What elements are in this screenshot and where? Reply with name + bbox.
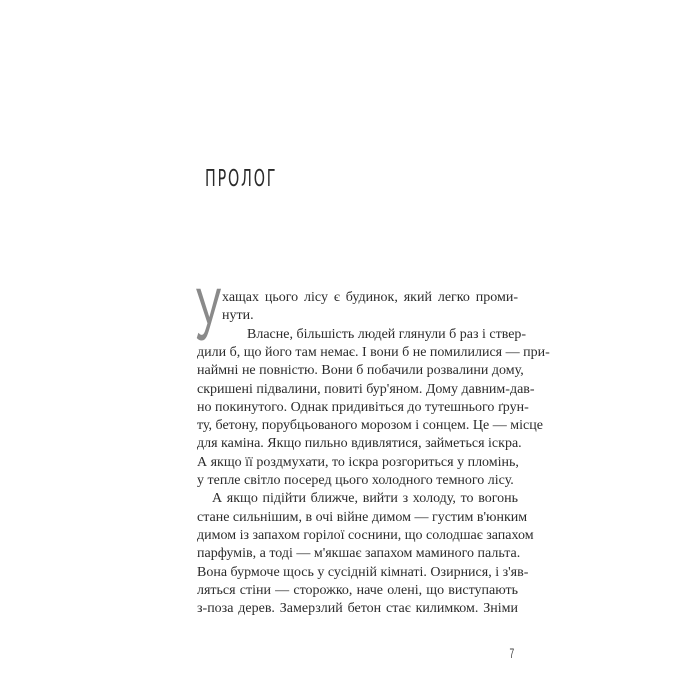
text-line: Власне, більшість людей глянули б раз і ствер- xyxy=(247,326,527,342)
text-line: у тепле світло посеред цього холодного темного лісу. xyxy=(197,473,514,488)
text-line: нути. xyxy=(222,308,254,324)
text-line: А якщо її роздмухати, то іскра розгориться у пломінь, xyxy=(197,454,519,470)
text-line: для каміна. Якщо пильно вдивлятися, займеться іскра. xyxy=(197,436,522,452)
text-line: дили б, що його там немає. І вони б не помилилися — при- xyxy=(197,344,550,360)
text-line: скришені підвалини, повиті бур'яном. Дому давним-дав- xyxy=(197,381,535,397)
text-line: но покинутого. Однак придивіться до тутешнього ґрун- xyxy=(197,399,529,415)
chapter-title: ПРОЛОГ xyxy=(205,166,278,192)
text-line: з-поза дерев. Замерзлий бетон стає килимком. Зніми xyxy=(197,601,518,617)
page-number: 7 xyxy=(509,645,515,661)
text-line: димом із запахом горілої соснини, що солодшає запахом xyxy=(197,527,534,543)
drop-cap: У xyxy=(195,273,221,356)
text-line: наймні не повністю. Вони б побачили розвалини дому, xyxy=(197,363,524,379)
text-line: стане сильнішим, в очі війне димом — густим в'юнким xyxy=(197,509,528,525)
text-line: ляться стіни — сторожко, наче олені, що виступають xyxy=(197,582,518,598)
text-line: А якщо підійти ближче, вийти з холоду, то вогонь xyxy=(212,491,518,507)
text-line: хащах цього лісу є будинок, який легко проми- xyxy=(222,290,518,305)
text-line: ту, бетону, порубцьованого морозом і сонцем. Це — місце xyxy=(197,418,543,434)
text-line: Вона бурмоче щось у сусідній кімнаті. Озирнися, і з'яв- xyxy=(197,564,529,580)
text-line: парфумів, а тоді — м'якшає запахом маминого пальта. xyxy=(197,546,521,562)
